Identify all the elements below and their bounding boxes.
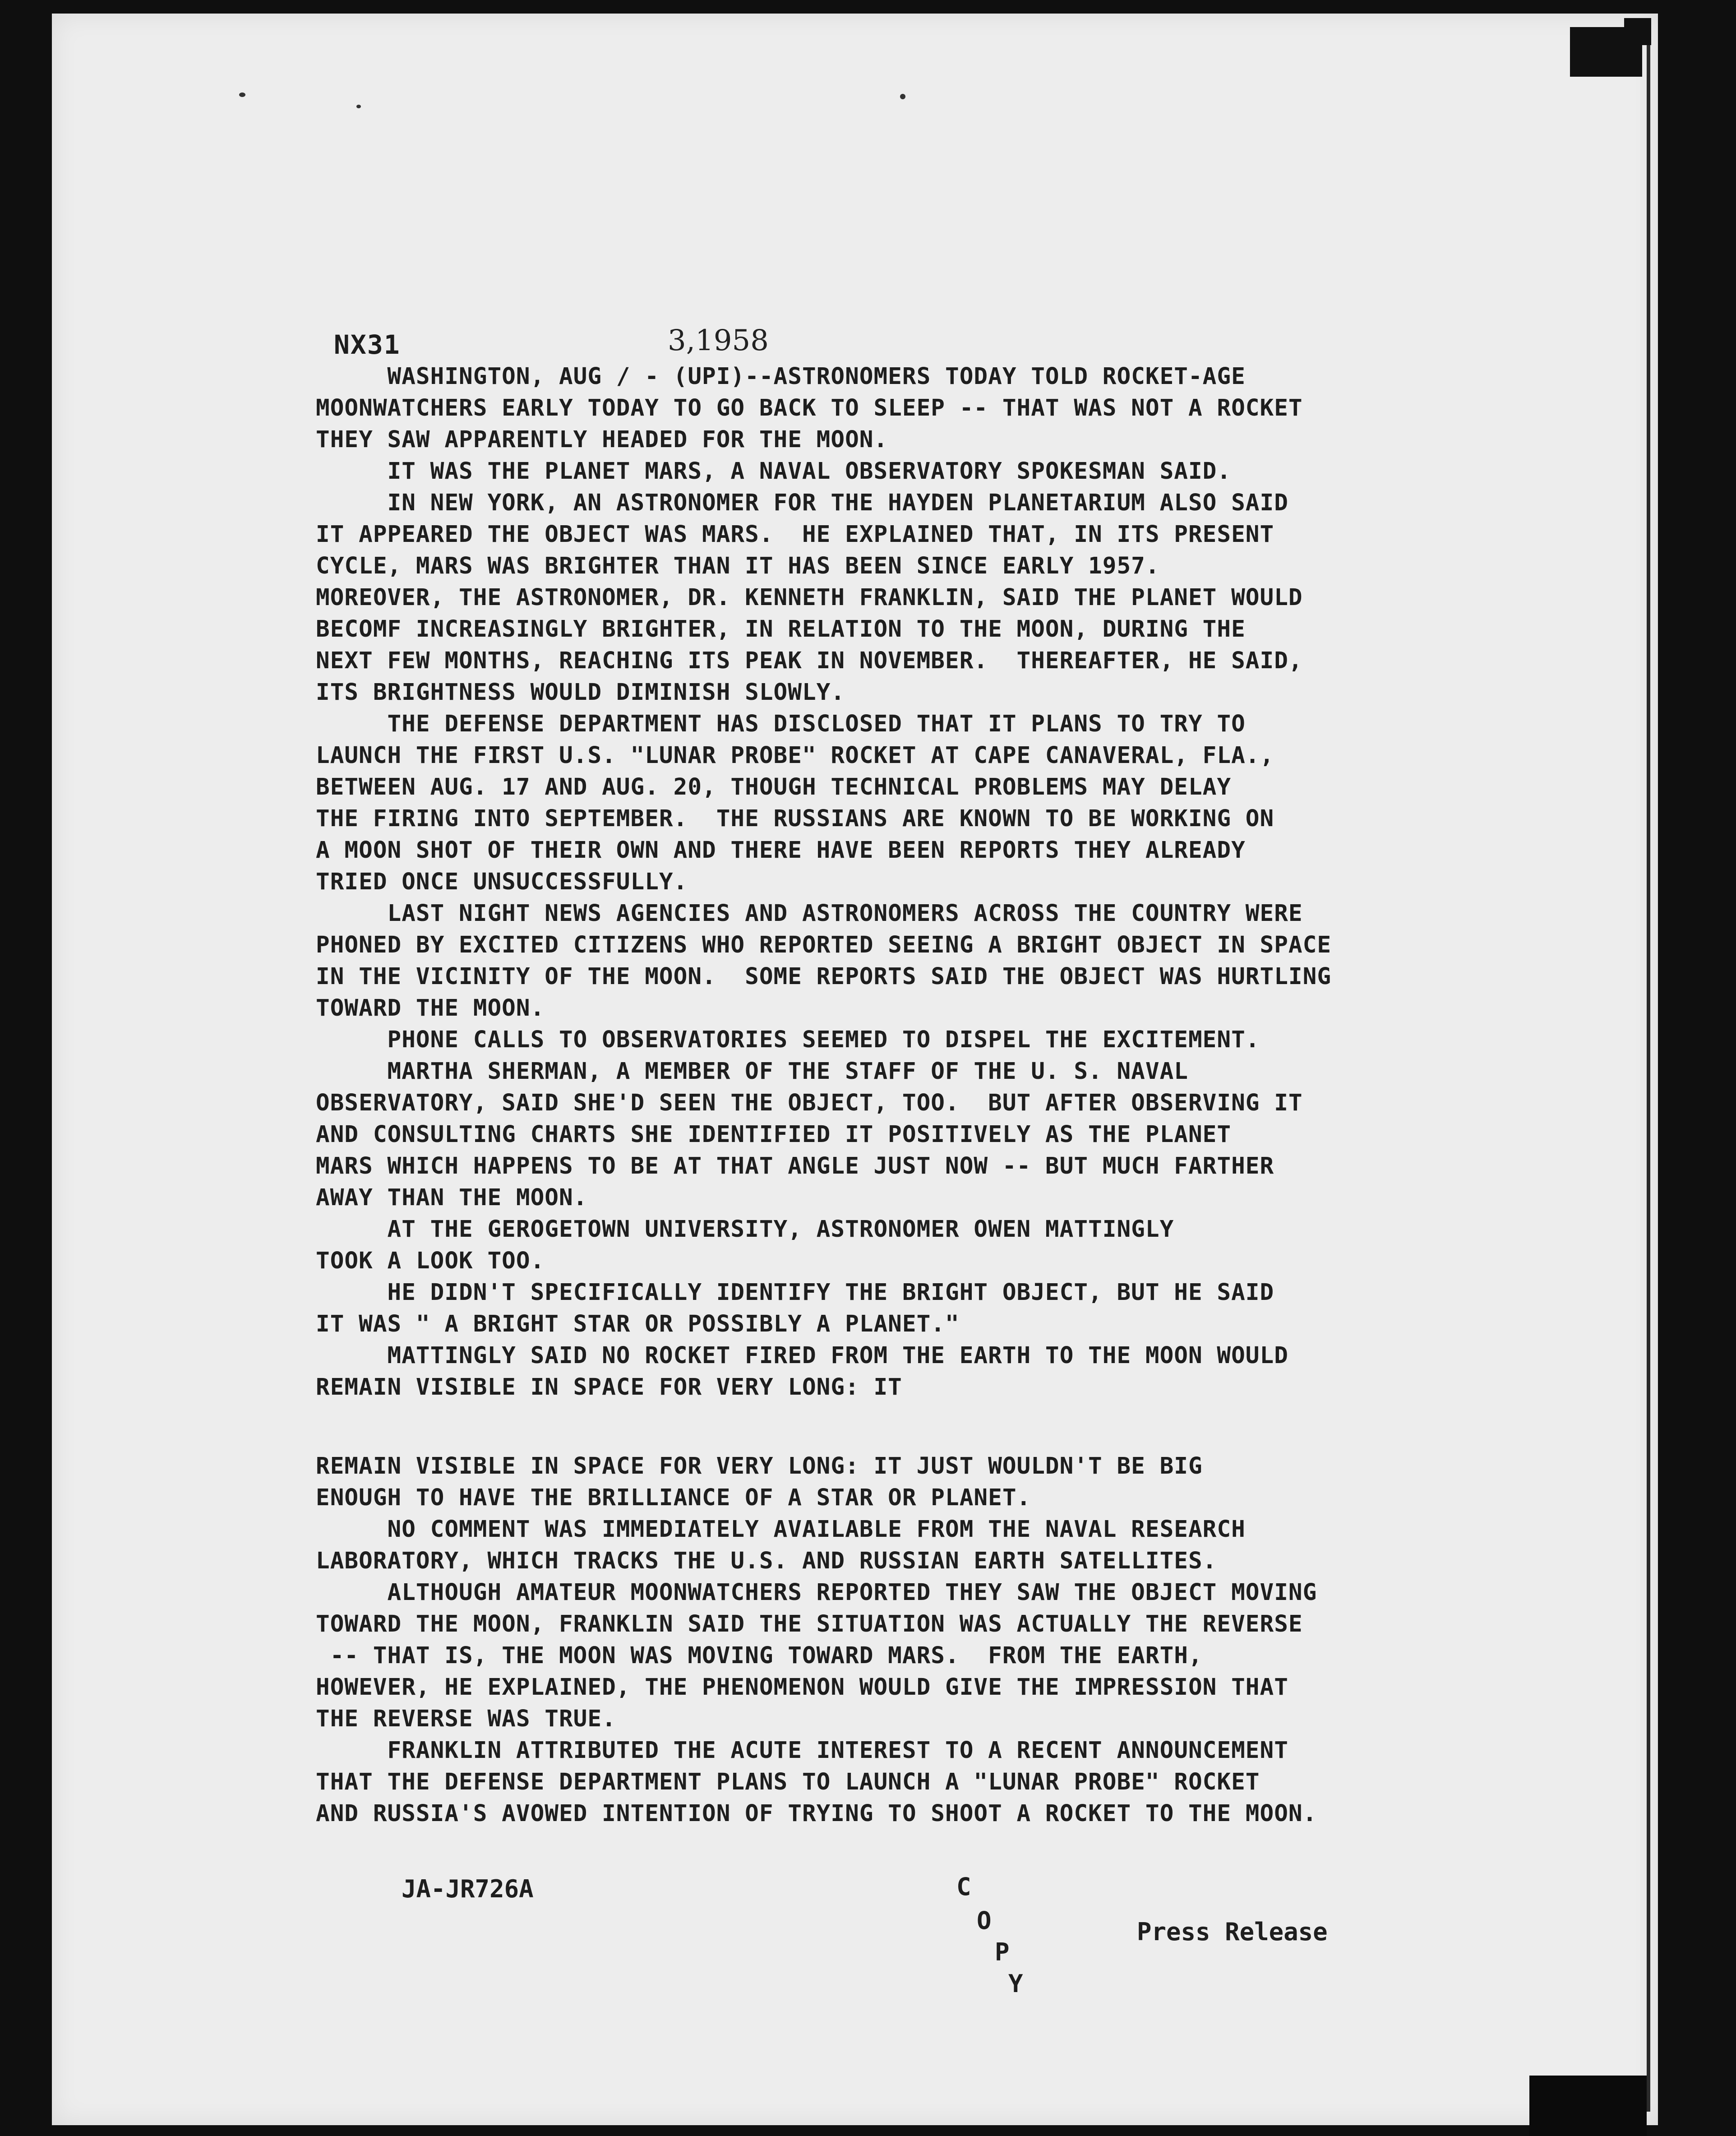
text-line: A MOON SHOT OF THEIR OWN AND THERE HAVE BEEN REPORTS THEY ALREADY: [316, 837, 1246, 864]
text-line: LAST NIGHT NEWS AGENCIES AND ASTRONOMERS ACROSS THE COUNTRY WERE: [316, 900, 1303, 927]
text-line: BECOMF INCREASINGLY BRIGHTER, IN RELATION TO THE MOON, DURING THE: [316, 616, 1246, 643]
text-line: MOREOVER, THE ASTRONOMER, DR. KENNETH FRANKLIN, SAID THE PLANET WOULD: [316, 584, 1303, 611]
text-line: TRIED ONCE UNSUCCESSFULLY.: [316, 869, 688, 895]
text-line: REMAIN VISIBLE IN SPACE FOR VERY LONG: IT JUST WOULDN'T BE BIG: [316, 1453, 1203, 1479]
copy-stamp-letter: O: [977, 1906, 992, 1935]
text-line: WASHINGTON, AUG / - (UPI)--ASTRONOMERS TODAY TOLD ROCKET-AGE: [316, 363, 1246, 390]
scan-speck: [356, 105, 361, 108]
text-line: ITS BRIGHTNESS WOULD DIMINISH SLOWLY.: [316, 679, 845, 706]
text-line: OBSERVATORY, SAID SHE'D SEEN THE OBJECT, TOO. BUT AFTER OBSERVING IT: [316, 1090, 1303, 1116]
text-line: THE FIRING INTO SEPTEMBER. THE RUSSIANS ARE KNOWN TO BE WORKING ON: [316, 805, 1274, 832]
reference-code: JA-JR726A: [402, 1875, 534, 1903]
text-line: ALTHOUGH AMATEUR MOONWATCHERS REPORTED THEY SAW THE OBJECT MOVING: [316, 1579, 1317, 1606]
text-line: NEXT FEW MONTHS, REACHING ITS PEAK IN NOVEMBER. THEREAFTER, HE SAID,: [316, 647, 1303, 674]
text-line: THAT THE DEFENSE DEPARTMENT PLANS TO LAUNCH A "LUNAR PROBE" ROCKET: [316, 1769, 1260, 1795]
corner-mark-bottom: [1529, 2076, 1647, 2136]
text-line: IT WAS " A BRIGHT STAR OR POSSIBLY A PLANET.": [316, 1311, 960, 1337]
text-line: THE REVERSE WAS TRUE.: [316, 1706, 616, 1732]
text-line: PHONED BY EXCITED CITIZENS WHO REPORTED SEEING A BRIGHT OBJECT IN SPACE: [316, 932, 1332, 958]
text-line: PHONE CALLS TO OBSERVATORIES SEEMED TO DISPEL THE EXCITEMENT.: [316, 1026, 1260, 1053]
text-line: TOWARD THE MOON.: [316, 995, 545, 1022]
handwritten-date: 3,1958: [668, 324, 769, 357]
copy-stamp-letter: C: [956, 1872, 971, 1901]
text-line: AND RUSSIA'S AVOWED INTENTION OF TRYING TO SHOOT A ROCKET TO THE MOON.: [316, 1800, 1317, 1827]
text-line: HE DIDN'T SPECIFICALLY IDENTIFY THE BRIGHT OBJECT, BUT HE SAID: [316, 1279, 1274, 1306]
press-release-label: Press Release: [1137, 1918, 1328, 1946]
text-line: MOONWATCHERS EARLY TODAY TO GO BACK TO SLEEP -- THAT WAS NOT A ROCKET: [316, 395, 1303, 421]
text-line: THE DEFENSE DEPARTMENT HAS DISCLOSED THAT IT PLANS TO TRY TO: [316, 711, 1246, 737]
scan-speck: [900, 94, 905, 99]
text-line: LABORATORY, WHICH TRACKS THE U.S. AND RUSSIAN EARTH SATELLITES.: [316, 1548, 1217, 1574]
document-slug: NX31: [334, 329, 401, 360]
text-line: MATTINGLY SAID NO ROCKET FIRED FROM THE EARTH TO THE MOON WOULD: [316, 1342, 1288, 1369]
body-text-page1: [316, 361, 1489, 1403]
corner-mark-top-small: [1624, 18, 1651, 45]
text-line: AND CONSULTING CHARTS SHE IDENTIFIED IT POSITIVELY AS THE PLANET: [316, 1121, 1232, 1148]
body-text-continuation: [316, 1451, 1489, 1830]
text-line: ENOUGH TO HAVE THE BRILLIANCE OF A STAR OR PLANET.: [316, 1484, 1031, 1511]
text-line: IT APPEARED THE OBJECT WAS MARS. HE EXPLAINED THAT, IN ITS PRESENT: [316, 521, 1274, 548]
text-line: TOOK A LOOK TOO.: [316, 1248, 545, 1274]
copy-stamp-letter: P: [995, 1938, 1010, 1966]
text-line: IN THE VICINITY OF THE MOON. SOME REPORTS SAID THE OBJECT WAS HURTLING: [316, 963, 1332, 990]
text-line: AWAY THAN THE MOON.: [316, 1184, 588, 1211]
text-line: MARTHA SHERMAN, A MEMBER OF THE STAFF OF THE U. S. NAVAL: [316, 1058, 1188, 1085]
text-line: CYCLE, MARS WAS BRIGHTER THAN IT HAS BEEN SINCE EARLY 1957.: [316, 553, 1160, 579]
page-edge-rule: [1647, 36, 1650, 2112]
text-line: BETWEEN AUG. 17 AND AUG. 20, THOUGH TECHNICAL PROBLEMS MAY DELAY: [316, 774, 1232, 800]
text-line: THEY SAW APPARENTLY HEADED FOR THE MOON.: [316, 426, 888, 453]
scan-speck: [239, 92, 245, 97]
text-line: HOWEVER, HE EXPLAINED, THE PHENOMENON WOULD GIVE THE IMPRESSION THAT: [316, 1674, 1288, 1701]
text-line: AT THE GEROGETOWN UNIVERSITY, ASTRONOMER OWEN MATTINGLY: [316, 1216, 1174, 1243]
text-line: REMAIN VISIBLE IN SPACE FOR VERY LONG: IT: [316, 1374, 902, 1401]
copy-stamp-letter: Y: [1008, 1970, 1023, 1998]
text-line: LAUNCH THE FIRST U.S. "LUNAR PROBE" ROCKET AT CAPE CANAVERAL, FLA.,: [316, 742, 1274, 769]
text-line: IN NEW YORK, AN ASTRONOMER FOR THE HAYDEN PLANETARIUM ALSO SAID: [316, 490, 1288, 516]
text-line: MARS WHICH HAPPENS TO BE AT THAT ANGLE JUST NOW -- BUT MUCH FARTHER: [316, 1153, 1274, 1179]
text-line: NO COMMENT WAS IMMEDIATELY AVAILABLE FROM THE NAVAL RESEARCH: [316, 1516, 1246, 1543]
text-line: FRANKLIN ATTRIBUTED THE ACUTE INTEREST TO A RECENT ANNOUNCEMENT: [316, 1737, 1288, 1764]
text-line: TOWARD THE MOON, FRANKLIN SAID THE SITUATION WAS ACTUALLY THE REVERSE: [316, 1611, 1303, 1637]
text-line: -- THAT IS, THE MOON WAS MOVING TOWARD MARS. FROM THE EARTH,: [316, 1642, 1203, 1669]
text-line: IT WAS THE PLANET MARS, A NAVAL OBSERVATORY SPOKESMAN SAID.: [316, 458, 1232, 485]
